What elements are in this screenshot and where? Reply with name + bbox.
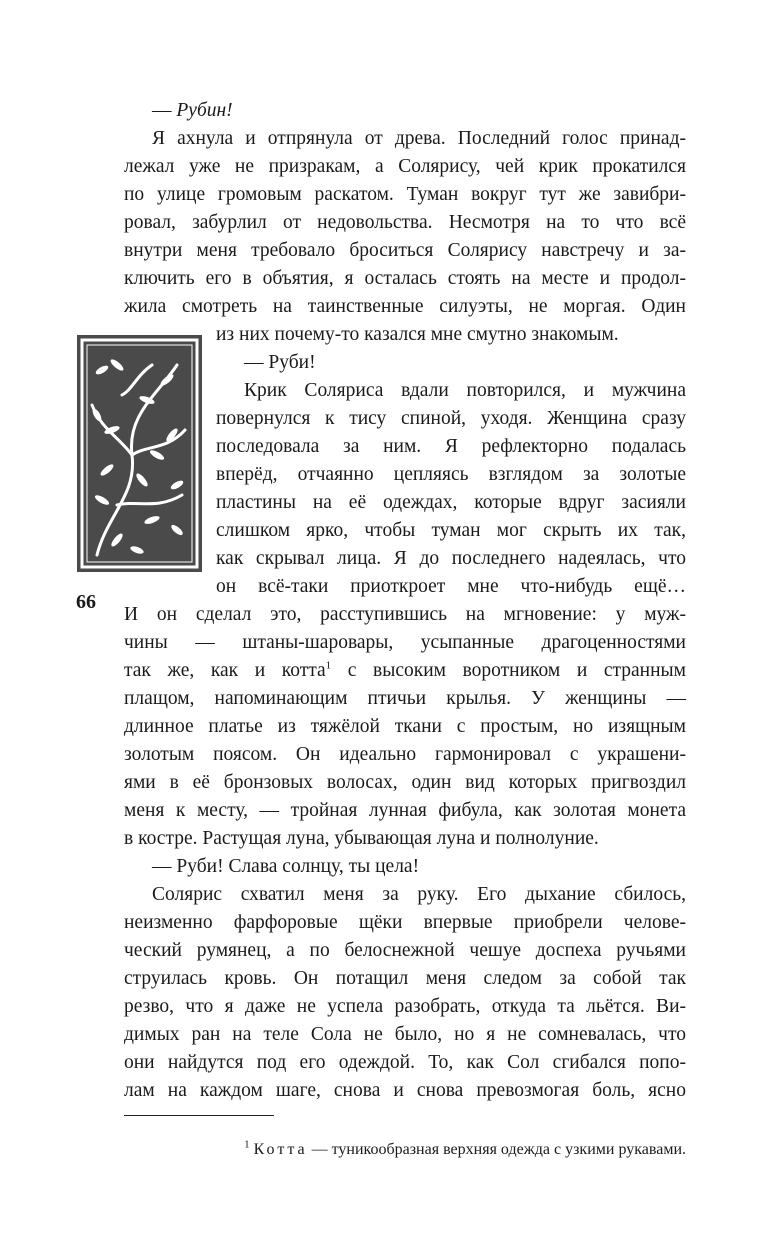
italic-word: Рубин!	[176, 100, 233, 121]
footnote-divider	[124, 1115, 274, 1116]
text-line	[124, 657, 686, 685]
text-line: струилась кровь. Он потащил меня следом за собой так	[124, 968, 686, 989]
text-line: пластины на её одеждах, которые вдруг засияли	[216, 492, 686, 513]
text-line: лежал уже не призракам, а Солярису, чей крик прокатился	[124, 156, 686, 177]
text-line: неизменно фарфоровые щёки впервые приобрели челове-	[124, 912, 686, 933]
text-line: внутри меня требовало броситься Солярису навстречу и за-	[124, 240, 686, 261]
text-line: ровал, забурлил от недовольства. Несмотря на то что всё	[124, 212, 686, 233]
text-line: ключить его в объятия, я осталась стоять на месте и продол-	[124, 268, 686, 289]
page-number: 66	[76, 591, 96, 613]
text-line: из них почему-то казался мне смутно знакомым.	[216, 324, 619, 345]
text-line: плащом, напоминающим птичьи крылья. У женщины —	[124, 688, 686, 709]
footnote-definition: — туникообразная верхняя одежда с узкими рукавами.	[307, 1141, 686, 1158]
text-line: И он сделал это, расступившись на мгновение: у муж-	[124, 604, 686, 625]
text-segment: так же, как и котта	[124, 660, 326, 681]
text-line: ческий румянец, а по белоснежной чешуе доспеха ручьями	[124, 940, 686, 961]
text-line: слишком ярко, чтобы туман мог скрыть их так,	[216, 520, 686, 541]
text-line: последовала за ним. Я рефлекторно подалась	[216, 436, 686, 457]
text-line: димых ран на теле Сола не было, но я не сомневалась, что	[124, 1024, 686, 1045]
text-line: вперёд, отчаянно цепляясь взглядом за золотые	[216, 464, 686, 485]
text-line: длинное платье из тяжёлой ткани с простым, но изящным	[124, 716, 686, 737]
dash: —	[152, 100, 177, 121]
footnote	[124, 1138, 686, 1162]
text-line: золотым поясом. Он идеально гармонировал с украшени-	[124, 744, 686, 765]
text-line: меня к месту, — тройная лунная фибула, как золотая монета	[124, 800, 686, 821]
text-line: — Руби! Слава солнцу, ты цела!	[152, 856, 420, 877]
text-segment: с высоким воротником и странным	[331, 660, 686, 681]
text-line: — Руби!	[244, 352, 316, 373]
text-line: резво, что я даже не успела разобрать, откуда та льётся. Ви-	[124, 996, 686, 1017]
decorative-leaf-panel-icon	[77, 335, 202, 572]
text-line: лам на каждом шаге, снова и снова превозмогая боль, ясно	[124, 1080, 686, 1101]
text-line: по улице громовым раскатом. Туман вокруг тут же завибри-	[124, 184, 686, 205]
text-line: чины — штаны-шаровары, усыпанные драгоценностями	[124, 632, 686, 653]
text-line: в костре. Растущая луна, убывающая луна и полнолуние.	[124, 828, 599, 849]
text-line: он всё-таки приоткроет мне что-нибудь ещё…	[216, 576, 686, 597]
text-line: жила смотреть на таинственные силуэты, не моргая. Один	[124, 296, 686, 317]
text-line: Солярис схватил меня за руку. Его дыхание сбилось,	[152, 884, 686, 905]
text-line: повернулся к тису спиной, уходя. Женщина сразу	[216, 408, 686, 429]
footnote-number: 1	[244, 1138, 250, 1151]
text-line: как скрывал лица. Я до последнего надеялась, что	[216, 548, 686, 569]
footnote-term: Котта	[253, 1141, 308, 1158]
text-line: Я ахнула и отпрянула от древа. Последний голос принад-	[152, 128, 686, 149]
text-line: ями в её бронзовых волосах, один вид которых пригвоздил	[124, 772, 686, 793]
text-line	[152, 97, 622, 125]
footnote-mark: 1	[325, 659, 332, 672]
text-line: Крик Соляриса вдали повторился, и мужчина	[244, 380, 686, 401]
text-line: они найдутся под его одеждой. То, как Сол сгибался попо-	[124, 1052, 686, 1073]
